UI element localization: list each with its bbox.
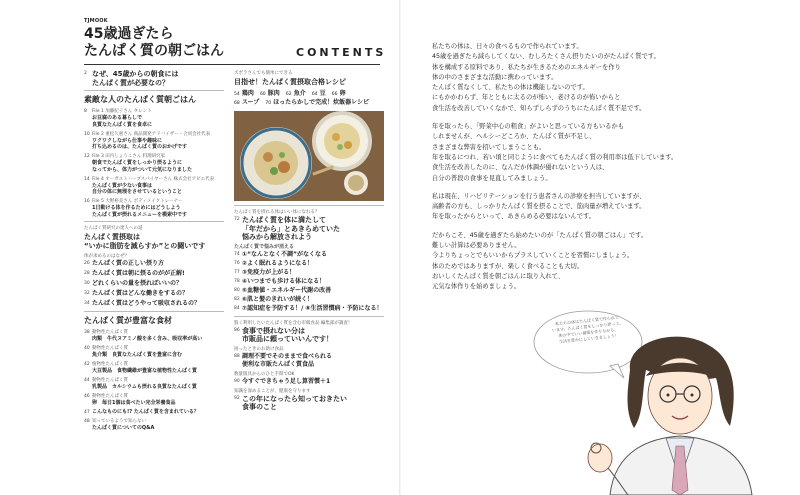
toc-entry[interactable] [84, 176, 224, 196]
entry-title: 調理不要でそのままで食べられる 便利な市販たんぱく質食品 [242, 353, 333, 368]
page-number: 80 [234, 288, 240, 293]
entry-title: なぜ、45歳からの朝食には たんぱく質が必要なの？ [92, 70, 179, 87]
section-kicker: たんぱく質研究の達人への道 [84, 226, 143, 231]
page-number: 12 [84, 154, 90, 159]
entry-title: お豆腐のある暮らしで 良質なたんぱく質を食卓に [92, 115, 153, 128]
toc-entry[interactable] [234, 216, 384, 242]
page-number: 34 [84, 301, 90, 306]
toc-entry[interactable] [234, 378, 384, 386]
toc-column-left [84, 70, 224, 434]
entry-title: たんぱく質はどんな働きをするの？ [92, 290, 189, 297]
toc-entry[interactable] [84, 418, 224, 432]
title-line-1: 45歳過ぎたら [84, 26, 174, 42]
section-kicker: ズボラさんでも簡単にできる [234, 71, 293, 76]
page-number: 30 [84, 281, 90, 286]
toc-entry[interactable] [84, 377, 224, 391]
entry-title: 卵 毎日1個は食べたい完全栄養食品 [92, 399, 176, 406]
entry-title: 肉類 牛代ヌアミノ酸を多く含み、吸収率が高い [92, 335, 203, 342]
entry-kicker: File 3 田内しょうこさん 料理研究家 [92, 154, 166, 159]
page-number: 82 [234, 297, 240, 302]
toc-entry[interactable] [84, 153, 224, 173]
entry-kicker: File 5 大野裕美さん ボディメイクトレーナー [92, 199, 183, 204]
intro-paragraph: だからこそ、45歳を過ぎたら始めたいのが「たんぱく質の朝ごはん」です。 難しい計算は必要ありません。 今よりちょっとでもいいからプラスしていくことを習慣にしましょう。 体のためではありますが、楽しく食べることも大切。 おいしくたんぱく質を朝ごはんに取り入れて、 元気な体作りを始めましょう。 [432, 231, 648, 291]
toc-entry[interactable] [84, 198, 224, 218]
toc-entry[interactable] [84, 300, 224, 308]
toc-entry[interactable] [234, 327, 384, 344]
entry-title: ④いつまでも歩ける体になる！ [242, 278, 326, 285]
entry-title: ①“なんとなく不調”がなくなる [242, 251, 327, 258]
page-number: 42 [84, 361, 90, 367]
entry-kicker: 植物性たんぱく質 [92, 361, 128, 367]
entry-title: 今すぐできちゃう足し算習慣＋1 [242, 377, 331, 385]
toc-entry[interactable] [84, 108, 224, 128]
section-kicker: 数量版具からのひと手間でOK [234, 371, 295, 377]
page-number: 8 [84, 109, 87, 114]
toc-entry[interactable] [234, 395, 384, 412]
page-number: 2 [84, 71, 87, 76]
page-number: 74 [234, 252, 240, 257]
divider [84, 90, 224, 91]
food-photo [234, 111, 384, 201]
section-kicker: 賢く利用したいたんぱく質を含む市販食品 編集部が調査！ [234, 320, 353, 326]
toc-entry[interactable] [84, 393, 224, 407]
page-number: 38 [84, 329, 90, 335]
entry-title: ワクワクしながら仕事や趣味に 打ち込めるのは、たんぱく質のおかげです [92, 137, 188, 150]
toc-entry[interactable] [84, 329, 224, 343]
toc-entry[interactable] [234, 353, 384, 368]
entry-title: たんぱく質の正しい摂り方 [92, 260, 165, 267]
doctor-illustration [570, 330, 790, 495]
toc-column-right [234, 70, 384, 414]
recipe-list [234, 90, 384, 108]
entry-kicker: 動物性たんぱく質 [92, 345, 128, 351]
toc-entry[interactable] [84, 270, 224, 278]
entry-kicker: 動物性たんぱく質 [92, 377, 128, 383]
toc-entry[interactable] [234, 278, 384, 286]
page-number: 77 [234, 270, 240, 275]
recipe-item[interactable]: 54 鶏肉 [234, 90, 254, 97]
section-title: たんぱく質摂取は “いかに脂肪を減らすか”との闘いです [84, 233, 206, 250]
entry-title: たんぱく質についてのQ&A [92, 424, 155, 431]
page-number: 47 [84, 409, 90, 415]
entry-title: たんぱく質を体に満たして 「年だから」とあきらめていた 悩みから解放されよう [242, 216, 340, 241]
entry-title: たんぱく質が少ない食事は 自分の体に無理をさせているということ [92, 182, 183, 195]
entry-title: 朝食でたんぱく質をしっかり摂るように なってから、体力がついて元気になりました [92, 160, 193, 173]
entry-title: ③免疫力が上がる！ [242, 269, 296, 276]
page-number: 76 [234, 261, 240, 266]
entry-title: こんなものにも!? たんぱく質を含まれている？ [92, 408, 199, 415]
recipe-item[interactable]: 62 魚介 [285, 90, 306, 97]
entry-title: ②よく眠れるようになる！ [242, 260, 314, 267]
entry-kicker: File 2 重松久惠さん 商品開発アドバイザー・合同会社代表 [92, 131, 211, 137]
page-number: 28 [84, 271, 90, 276]
intro-paragraph: 私は現在、リハビリテーションを行う患者さんの診療を担当していますが、 高齢者の方も、しっかりたんぱく質を摂ることで、筋肉量が増えています。 年を取ったからといって、あきらめる必要はないんです。 [432, 192, 646, 221]
title-line-2: たんぱく質の朝ごはん [84, 43, 224, 59]
entry-title: 乳製品 カルシウムも摂れる良質なたんぱく質 [92, 383, 197, 390]
recipe-item[interactable]: 66 卵 [331, 90, 346, 97]
page-number: 32 [84, 291, 90, 296]
entry-kicker: 知っているようで知らない [92, 418, 146, 424]
entry-kicker: File 1 加藤紀子さん タレント [92, 109, 152, 114]
section-kicker: 困ったときのお助け食品 [234, 347, 284, 352]
section-kicker: たんぱく質で悩みが消える [234, 244, 295, 250]
section-title: 素敵な人のたんぱく質朝ごはん [84, 95, 196, 104]
entry-title: ⑤血糖値・エネルギー代謝の改善 [242, 287, 332, 294]
toc-entry[interactable] [84, 361, 224, 375]
entry-title: この年になったら知っておきたい 食事のこと [242, 394, 347, 411]
header-rule [84, 64, 380, 65]
page-number: 72 [234, 217, 240, 222]
section-kicker: たんぱく質を摂れる体はいい体になれる？ [234, 210, 320, 215]
toc-entry[interactable] [234, 287, 384, 295]
toc-entry[interactable] [84, 409, 224, 416]
mook-badge: TJMOOK [84, 18, 108, 24]
page-number: 90 [234, 378, 240, 384]
entry-title: たんぱく質は朝に摂るのがが正解! [92, 270, 185, 277]
entry-title: どれくらいの量を摂ればいいの？ [92, 280, 183, 287]
recipe-item[interactable]: 68 スープ [234, 99, 260, 106]
page-number: 48 [84, 418, 90, 424]
page-number: 16 [84, 199, 90, 204]
section-kicker: 体が求めるのはなぜ？ [84, 254, 129, 259]
toc-entry[interactable] [84, 131, 224, 151]
entry-kicker: 動物性たんぱく質 [92, 393, 128, 399]
toc-entry[interactable] [84, 290, 224, 298]
entry-title: 魚介類 良質なたんぱく質を豊富に含む [92, 351, 183, 358]
intro-paragraph: 私たちの体は、日々の食べるもので作られています。 45歳を過ぎたら減らしてくない、むしろたくさん摂りたいのがたんぱく質です。 体を構成する原料であり、私たちが生きるためのエネルギーを作り 体の中のさまざまな活動に携わっています。 たんぱく質なくして、私たちの体は機能しないのです。 にもかかわらず、年とともに太るのが怖い、老けるのが怖いからと 食生活を改善していくなかで、知らずしらずのうちにたんぱく質不足です。 [432, 43, 660, 112]
toc-entry[interactable] [84, 280, 224, 288]
recipe-item[interactable]: 70 ほったらかしで完成！炊飯器レシピ [265, 99, 370, 106]
page-number: 40 [84, 345, 90, 351]
intro-text [432, 42, 702, 301]
entry-kicker: File 4 オーガストハーブスパイヤーさん 株式会社アビエ代表 [92, 176, 215, 182]
recipe-item[interactable]: 64 豆 [311, 90, 326, 97]
food-photo-graphic [234, 111, 384, 201]
entry-title: ⑥肌と髪のきれいが続く！ [242, 296, 314, 303]
toc-entry[interactable] [84, 70, 224, 87]
toc-entry[interactable] [234, 296, 384, 304]
toc-entry[interactable] [84, 260, 224, 268]
page-number: 92 [234, 395, 240, 401]
page-number: 86 [234, 327, 240, 333]
page-number: 10 [84, 131, 90, 137]
divider [84, 221, 224, 222]
divider [234, 316, 384, 317]
section-title: 目指せ！たんぱく質摂取合格レシピ [234, 78, 346, 86]
toc-entry[interactable] [234, 251, 384, 259]
contents-heading: CONTENTS [296, 46, 387, 59]
intro-paragraph: 年を取ったら、「野菜中心の粗食」がよいと思っている方もいるかも しれませんが、ヘルシーどころか、たんぱく質が不足し、 さまざまな弊害を招いてしまうことも。 年を取るにつれ、若い頃と同じように食べてもたんぱく質の利用率は低下しています。 食生活を改善したのに、なんだか体調が優れないという人は、 自分の普段の食事を見直してみましょう。 [432, 123, 678, 182]
section-title: たんぱく質が豊富な食材 [84, 315, 172, 325]
recipe-item[interactable]: 60 豚肉 [259, 90, 280, 97]
page-number: 14 [84, 176, 90, 182]
divider [234, 205, 384, 206]
toc-entry[interactable] [84, 345, 224, 359]
book-title [84, 26, 224, 60]
entry-title: たんぱく質はどうやって吸収されるの？ [92, 300, 201, 307]
entry-title: 1日動ける体を作るためにはどうしよう たんぱく質が摂れるメニューを模索中です [92, 205, 188, 218]
divider [84, 311, 224, 312]
page-number: 88 [234, 354, 240, 359]
page-number: 44 [84, 377, 90, 383]
page-number: 26 [84, 261, 90, 266]
section-kicker: 知識を深めることが、健康を守ります [234, 388, 311, 394]
speech-bubble-text: 私たちの体はたんぱく質で作られて います。たんぱく質をしっかり摂って、 体の中でいい循環を作りながら、 生活を豊かにしていきましょう！ [551, 314, 624, 345]
right-page [400, 0, 800, 495]
entry-title: 大豆製品 食物繊維が豊富な植物性たんぱく質 [92, 367, 198, 374]
toc-entry[interactable] [234, 269, 384, 277]
toc-entry[interactable] [234, 260, 384, 268]
page-number: 84 [234, 306, 240, 311]
page-number: 78 [234, 279, 240, 284]
toc-entry[interactable] [234, 305, 384, 313]
entry-title: 食事で摂れない分は 市販品に頼っていいんです！ [242, 326, 333, 343]
entry-title: ⑦認知症を予防する！/ ⑧生活習慣病・予防になる！ [242, 305, 383, 312]
page-number: 46 [84, 393, 90, 399]
entry-kicker: 動物性たんぱく質 [92, 329, 128, 335]
